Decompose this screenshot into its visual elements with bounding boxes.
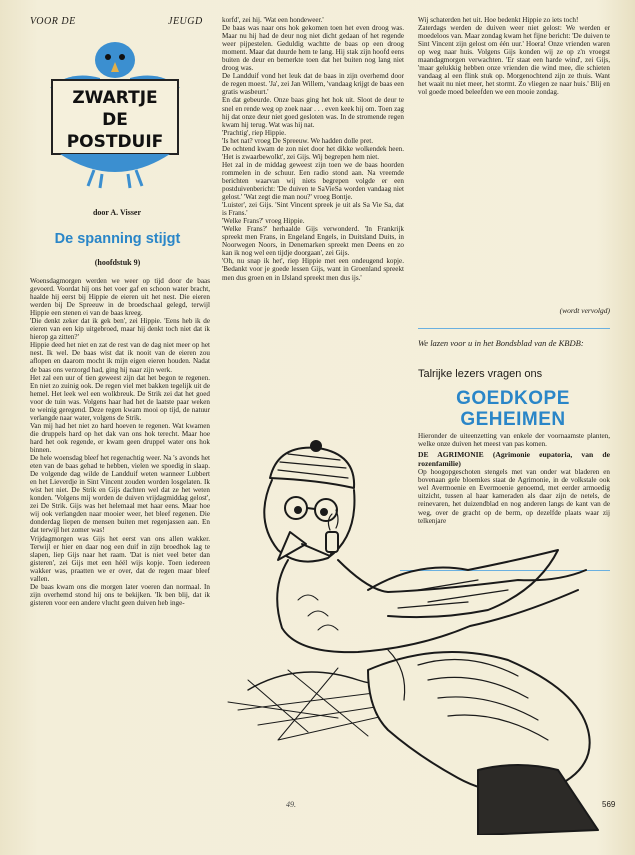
paragraph: 'Luister', zei Gijs. 'Sint Vincent spreek je uit als Sa Vie Sa, dat is Frans.'	[222, 201, 404, 218]
paragraph: 'Prachtig', riep Hippie.	[222, 128, 287, 137]
paragraph: 'Welke Frans?' herhaalde Gijs verwonderd. 'In Frankrijk spreekt men Frans, in Engeland Engels, in Duitsland Duits, in Noorwegen Noors, in Denemarken spreekt men Deens en zo kan ik nog wel een tijdje doorgaan', zei Gijs.	[222, 225, 404, 258]
paragraph: Vrijdagmorgen was Gijs het eerst van ons allen wakker. Terwijl er hier en daar nog een duif in zijn broedhok lag te slapen, liep Gijs naar het raam. 'Dat is niet veel beter dan gisteren', zei Gijs met een héél wijs kopje. Toen iedereen wakker was, praatten we er over, dat de regen maar bleef vallen.	[30, 534, 210, 583]
header-right: JEUGD	[168, 16, 203, 27]
kbdb-subhead: DE AGRIMONIE (Agrimonie eupatoria, van de rozenfamilie)	[418, 450, 610, 468]
paragraph: Wij schaterden het uit. Hoe bedenkt Hippie zo iets toch!	[418, 16, 579, 24]
kbdb-intro: We lazen voor u in het Bondsblad van de KBDB:	[418, 338, 584, 348]
to-be-continued: (wordt vervolgd)	[559, 306, 610, 315]
paragraph: Hippie deed het niet en zat de rest van de dag niet meer op het nest. Ik wel. De baas wist dat ik nooit van de eieren zou aflopen en daarom mocht ik mijn eigen eieren houden. Nadat de baas ons verzorgd had, ging hij naar zijn werk.	[30, 341, 210, 374]
paragraph: Het zal een uur of tien geweest zijn dat het begon te regenen. En niet zo zuinig ook. De regen viel met bakken tegelijk uit de hemel. Het leek wel een wolkbreuk. De Strik zei dat het goed voor de tuin was. Volgens haar had het de laatste paar weken te weinig geregend. Deze regen kwam mooi op tijd, de natuur verlangde naar water, volgens de Strik.	[30, 373, 210, 422]
byline: door A. Visser	[92, 208, 142, 217]
story-column-2	[222, 16, 404, 282]
paragraph: Van mij had het niet zo hard hoeven te regenen. Wat kwamen die druppels hard op het dak van ons hok terecht. Maar hoe hard het ook regende, er kwam geen druppel water ons hok binnen.	[30, 421, 210, 454]
paragraph: De ochtend kwam de zon niet door het dikke wolkendek heen. 'Het is zwaarbewolkt', zei Gijs. Wij begrepen hem niet.	[222, 144, 404, 161]
artist-signature: 49.	[286, 800, 296, 809]
chapter-title: De spanning stijgt	[54, 231, 181, 247]
pigeon-drawing-illustration	[218, 440, 608, 835]
chapter-subtitle: (hoofdstuk 9)	[94, 258, 141, 267]
paragraph: 'Die denkt zeker dat ik gek ben', zei Hippie. 'Eens heb ik de eieren van een kip uitgebroed, maar hij denkt toch niet dat ik hierop ga zitten?'	[30, 317, 210, 342]
kbdb-headline-line2: GEHEIMEN	[460, 409, 566, 430]
paragraph: De baas was naar ons hok gekomen toen het even droog was. Maar nu hij had de deur nog niet dicht gedaan of het regende weer pijpestelen. Geduldig wachtte de baas op een droog moment. Maar dat duurde hem te lang. Hij stak zijn hoofd eens buiten de deur en bemerkte toen dat het buiten nog lang niet droog was.	[222, 24, 404, 73]
title-line3: POSTDUIF	[66, 132, 164, 152]
kbdb-headline-line1: GOEDKOPE	[456, 388, 570, 409]
kbdb-lead: Talrijke lezers vragen ons	[418, 368, 543, 380]
paragraph: korfd', zei hij. 'Wat een hondeweer.'	[222, 16, 324, 24]
paragraph: Op hoogopgeschoten stengels met van onder wat bladeren en bovenaan gele bloemkes staat de Agrimonie, in de volkstale ook wel Avermoenie en Evermoenie genoemd, met eerder armoedig uitzicht, tussen al haar kameraden als daar zijn de netels, de reinevaren, het duizendblad en nog anderen langs de kant van de weg, over de gracht op de berm, op dezelfde plaats waar zij telkenjare	[418, 468, 610, 525]
kbdb-headline	[418, 388, 608, 430]
paragraph: En dat gebeurde. Onze baas ging het hok uit. Sloot de deur te snel en rende weg op zoek naar . . . even keek hij om. Toen zag hij dat onze deur niet goed gesloten was. In de stromende regen kwam hij terug. Wat was hij nat.	[222, 96, 404, 129]
story-column-1	[30, 277, 210, 607]
paragraph: Zaterdags werden de duiven weer niet gelost: We werden er moedeloos van. Maar zondag kwam het fijne bericht: 'De duiven te Sint Vincent zijn gelost om één uur.' Hoera! Onze vrienden waren op weg naar huis. Volgens Gijs konden wij ze op z'n vroegst maandagmorgen verwachten. 'Er staat een harde wind', zei Gijs, 'maar gelukkig hebben onze vrienden die wind mee, die schieten vandaag al een flink stuk op. Morgenochtend zijn ze thuis. Want het waait nu niet meer, het stormt. Zo vliegen ze naar huis.' Blij en vol goede moed beleefden we een mooie zondag.	[418, 24, 610, 97]
story-column-3	[418, 16, 610, 96]
paragraph: Woensdagmorgen werden we weer op tijd door de baas gevoerd. Voordat hij ons het voer gaf en schoon water bracht, haalde hij eerst bij Hippie de eieren uit het nest. Die eieren werden bij De Spreeuw in de broedschaal gelegd, terwijl Hippie een stenen ei van de baas kreeg.	[30, 277, 210, 318]
paragraph: Het zal in de middag geweest zijn toen we de baas hoorden rommelen in de schuur. Een radio stond aan. Na vreemde berichten waarvan wij niets begrepen volgde er een postduivenbericht: 'De duiven te SaVieSa worden vandaag niet gelost.' 'Wat zegt die man nou?' vroeg Bontje.	[222, 160, 404, 202]
header-left: VOOR DE	[30, 16, 76, 27]
title-line1: ZWARTJE	[72, 88, 158, 108]
paragraph: 'Oh, nu snap ik het', riep Hippie met een ondeugend kopje. 'Bedankt voor je goede lessen Gijs, want in Groenland spreekt men dus groen en in IJsland spreekt men dus ijs.'	[222, 257, 404, 282]
paragraph: Hieronder de uiteenzetting van enkele der voornaamste planten, welke onze duiven het meest van pas komen.	[418, 432, 610, 449]
page-number: 569	[602, 800, 616, 809]
divider	[418, 328, 610, 329]
pigeon-head-shape	[95, 42, 135, 78]
paragraph: 'Welke Frans?' vroeg Hippie.	[222, 217, 305, 226]
paragraph: De baas kwam ons die morgen later voeren dan normaal. In zijn overhemd stond hij ons te bekijken. 'Ik ben blij, dat ik gisteren voor een andere vlucht geen duiven heb inge-	[30, 582, 210, 607]
title-pigeon-illustration	[30, 30, 200, 190]
paragraph: De Landduif vond het leuk dat de baas in zijn overhemd door de regen moest. 'Ja', zei Jan Willem, 'vandaag krijgt de baas een gratis wasbeurt.'	[222, 72, 404, 97]
title-line2: DE	[102, 110, 128, 130]
paragraph: 'Is het nat? vroeg De Spreeuw. We hadden dolle pret.	[222, 136, 374, 145]
paragraph: De hele woensdag bleef het regenachtig weer. Na 's avonds het eten van de baas gehad te hebben, vielen we spoedig in slaap. De volgende dag wilde de Landduif weten wanneer Lubbert en het Lieverdje in Sint Vincent zouden worden losgelaten. Ik wist het niet. De Strik en Gijs dachten wel dat ze het weten konden. 'Volgens mij worden de duiven vrijdagmiddag gelost', zei De Strik. Gijs was het helemaal met haar eens. Maar hoe wij ook verlangden naar mooier weer, het bleef regenen. Die donderdag liepen de mensen buiten met regenjassen aan. En dat terwijl het zomer was!	[30, 454, 210, 535]
